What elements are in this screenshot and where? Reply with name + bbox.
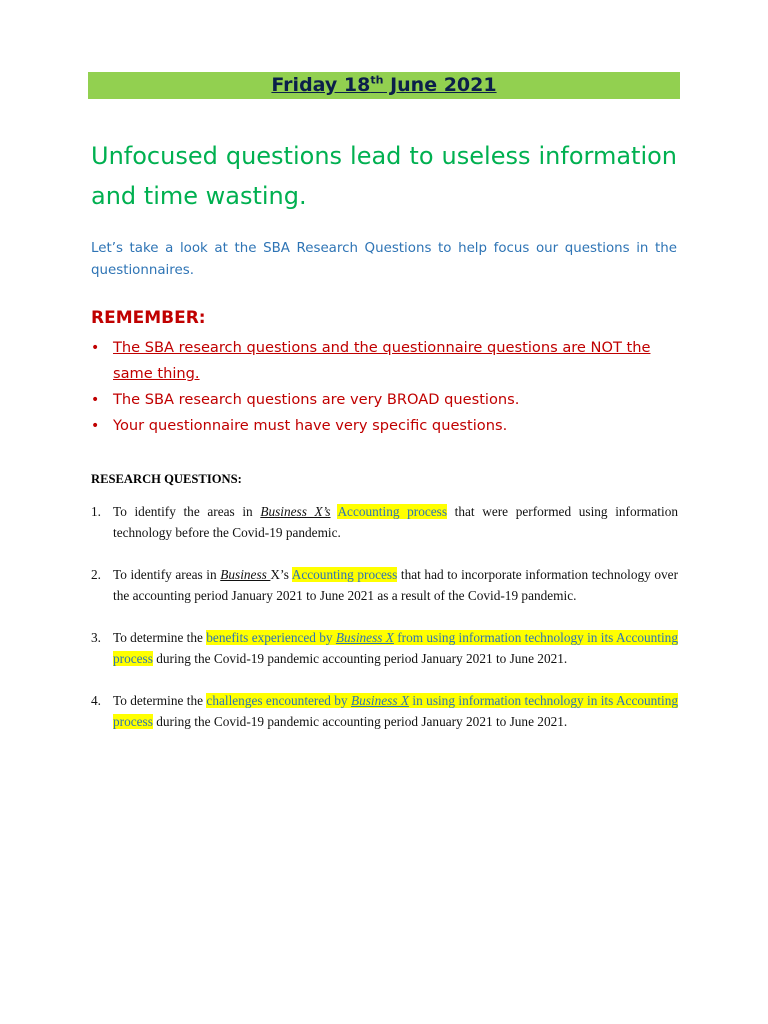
research-question-3	[91, 627, 678, 669]
date-text	[271, 74, 496, 96]
list-item	[91, 387, 681, 413]
date-day: Friday 18	[271, 74, 371, 96]
research-question-2	[91, 564, 678, 606]
question-number: 4.	[91, 693, 101, 708]
research-questions-heading: RESEARCH QUESTIONS:	[91, 472, 242, 486]
question-number: 2.	[91, 567, 101, 582]
research-question-1	[91, 501, 678, 543]
highlight-text: challenges encountered by	[206, 693, 351, 708]
business-name: Business X’s	[260, 504, 331, 519]
business-name: Business X	[335, 630, 394, 645]
business-name: Business X	[350, 693, 410, 708]
question-text: To identify the areas in	[113, 504, 261, 519]
remember-item-1: The SBA research questions and the questionnaire questions are NOT the same thing.	[113, 339, 651, 382]
highlight: Accounting process	[337, 504, 448, 519]
question-number: 1.	[91, 504, 101, 519]
question-text: that were performed using information technology before the Covid-19 pandemic.	[113, 504, 678, 540]
question-text: during the Covid-19 pandemic accounting period January 2021 to June 2021.	[152, 714, 568, 729]
question-text: To determine the	[113, 693, 207, 708]
remember-item-2: The SBA research questions are very BROAD questions.	[113, 391, 520, 408]
highlight: Accounting process	[291, 567, 398, 582]
highlight-text: benefits experienced by	[206, 630, 336, 645]
question-text: during the Covid-19 pandemic accounting period January 2021 to June 2021.	[152, 651, 568, 666]
list-item	[91, 413, 681, 439]
remember-list	[91, 335, 681, 439]
question-text: To determine the	[113, 630, 207, 645]
list-item	[91, 335, 681, 387]
question-text: that had to incorporate information technology over the accounting period January 2021 to June 2021 as a result of the Covid-19 pandemic.	[113, 567, 678, 603]
highlight-text: from using information technology in its Accounting process	[113, 630, 678, 666]
date-ordinal: th	[370, 73, 384, 87]
date-month-year: June 2021	[383, 74, 497, 96]
business-name: Business	[220, 567, 271, 582]
headline: Unfocused questions lead to useless information and time wasting.	[91, 142, 677, 210]
research-question-4	[91, 690, 678, 732]
remember-item-3: Your questionnaire must have very specific questions.	[113, 417, 508, 434]
question-number: 3.	[91, 630, 101, 645]
date-banner	[88, 72, 680, 99]
question-text: To identify areas in	[113, 567, 221, 582]
question-text: X’s	[270, 567, 292, 582]
research-questions-list	[91, 501, 678, 753]
highlight-text: in using information technology in its Accounting process	[113, 693, 678, 729]
intro-text: Let’s take a look at the SBA Research Questions to help focus our questions in the questionnaires.	[91, 241, 677, 278]
remember-heading: REMEMBER:	[91, 308, 206, 328]
